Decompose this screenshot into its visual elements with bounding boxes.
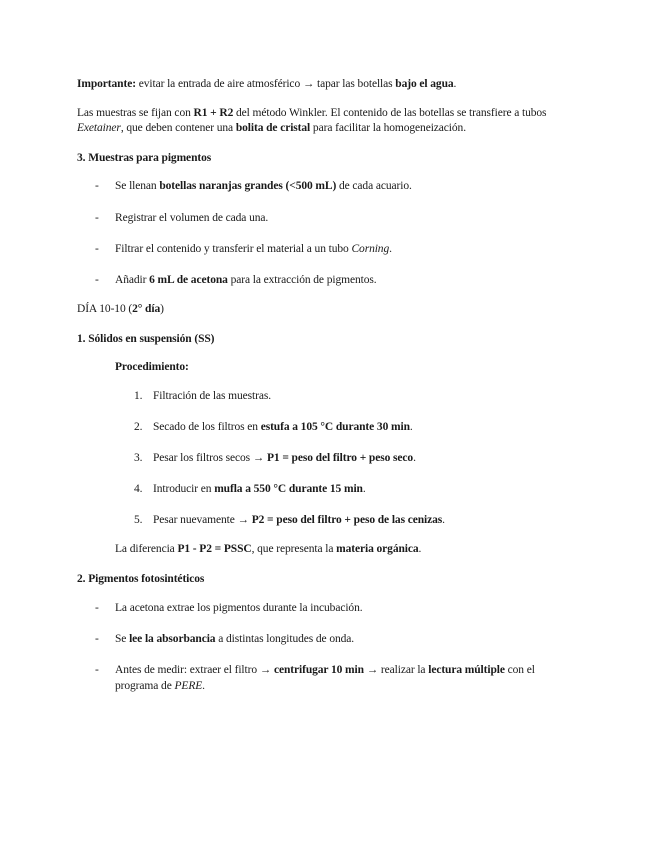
step-text: Pesar nuevamente → (153, 514, 252, 526)
bullet-dash: - (95, 633, 99, 645)
step-bold: P2 = peso del filtro + peso de las cenizas (251, 514, 443, 526)
difference-line (115, 542, 421, 556)
step-item (153, 482, 366, 496)
list-item-text-4: programa de (115, 680, 175, 692)
step-bold: mufla a 550 °C durante 15 min (214, 483, 363, 495)
list-item-text-3: con el (504, 664, 535, 676)
list-item-bold: lee la absorbancia (129, 633, 216, 645)
list-item (115, 273, 377, 287)
procedure-heading: Procedimiento: (115, 361, 189, 373)
bullet-dash: - (95, 274, 99, 286)
importante-text: evitar la entrada de aire atmosférico → tapar las botellas (135, 78, 396, 90)
step-number: 3. (134, 452, 143, 464)
importante-bold: bajo el agua (395, 78, 454, 90)
section-2-heading: 2. Pigmentos fotosintéticos (77, 573, 205, 585)
step-text: Introducir en (153, 483, 215, 495)
section-3-heading: 3. Muestras para pigmentos (77, 152, 212, 164)
list-item-text: Registrar el volumen de cada una. (115, 212, 269, 224)
fijacion-line-2 (77, 121, 466, 135)
list-item-bold: botellas naranjas grandes (<500 mL) (159, 180, 337, 192)
step-number: 2. (134, 421, 143, 433)
step-text-end: . (413, 452, 416, 464)
bullet-dash: - (95, 602, 99, 614)
list-item-text: La acetona extrae los pigmentos durante la incubación. (115, 602, 363, 614)
list-item (115, 601, 363, 615)
step-text: Filtración de las muestras. (153, 390, 272, 402)
list-item-text: Añadir (115, 274, 150, 286)
list-item-text-end: para la extracción de pigmentos. (227, 274, 377, 286)
step-number: 5. (134, 514, 143, 526)
list-item-italic: PERE (174, 680, 203, 692)
importante-end: . (453, 78, 457, 90)
step-number: 4. (134, 483, 143, 495)
list-item (115, 242, 392, 256)
list-item-text-end: a distintas longitudes de onda. (215, 633, 355, 645)
fijacion-text-2: del método Winkler. El contenido de las botellas se transfiere a tubos (233, 107, 547, 119)
list-item-text-end: de cada acuario. (336, 180, 412, 192)
list-item-italic: Corning (351, 243, 390, 255)
list-item-text: Antes de medir: extraer el filtro → (115, 664, 274, 676)
difference-text-2: , que representa la (251, 543, 337, 555)
step-item (153, 389, 271, 403)
step-number: 1. (134, 390, 143, 402)
bullet-dash: - (95, 243, 99, 255)
list-item-text-2: → realizar la (363, 664, 429, 676)
importante-line (77, 77, 456, 91)
bullet-dash: - (95, 212, 99, 224)
list-item-continuation (115, 679, 205, 693)
step-text: Pesar los filtros secos → (153, 452, 267, 464)
fijacion-text-1: Las muestras se fijan con (77, 107, 194, 119)
list-item-bold: centrifugar 10 min (273, 664, 364, 676)
step-text-end: . (442, 514, 445, 526)
step-text-end: . (362, 483, 366, 495)
step-bold: estufa a 105 °C durante 30 min (260, 421, 410, 433)
step-text-end: . (409, 421, 413, 433)
list-item-text: Filtrar el contenido y transferir el material a un tubo (115, 243, 352, 255)
step-item (153, 451, 416, 465)
section-1-heading: 1. Sólidos en suspensión (SS) (77, 333, 215, 345)
list-item-text: Se (115, 633, 130, 645)
step-bold: P1 = peso del filtro + peso seco (266, 452, 414, 464)
difference-text: La diferencia (115, 543, 178, 555)
step-item (153, 513, 445, 527)
list-item-text-end: . (389, 243, 392, 255)
list-item-bold-2: lectura múltiple (428, 664, 505, 676)
list-item (115, 663, 535, 677)
importante-label: Importante: (77, 78, 136, 90)
day-heading (77, 302, 164, 316)
bullet-dash: - (95, 180, 99, 192)
list-item (115, 211, 268, 225)
list-item (115, 632, 354, 646)
day-text-end: ) (160, 303, 164, 315)
difference-bold-2: materia orgánica (336, 543, 419, 555)
fijacion-bold-2: bolita de cristal (235, 122, 311, 134)
bullet-dash: - (95, 664, 99, 676)
difference-text-end: . (418, 543, 422, 555)
list-item-text: Se llenan (115, 180, 160, 192)
fijacion-text-3: , que deben contener una (120, 122, 236, 134)
difference-bold: P1 - P2 = PSSC (177, 543, 252, 555)
step-text: Secado de los filtros en (153, 421, 261, 433)
fijacion-italic: Exetainer (77, 122, 121, 134)
day-bold: 2° día (132, 303, 161, 315)
list-item-text-end: . (202, 680, 205, 692)
day-text: DÍA 10-10 ( (77, 303, 133, 315)
fijacion-bold-1: R1 + R2 (193, 107, 234, 119)
list-item-bold: 6 mL de acetona (149, 274, 228, 286)
list-item (115, 179, 412, 193)
fijacion-text-4: para facilitar la homogeneización. (310, 122, 466, 134)
step-item (153, 420, 413, 434)
fijacion-line-1 (77, 106, 546, 120)
